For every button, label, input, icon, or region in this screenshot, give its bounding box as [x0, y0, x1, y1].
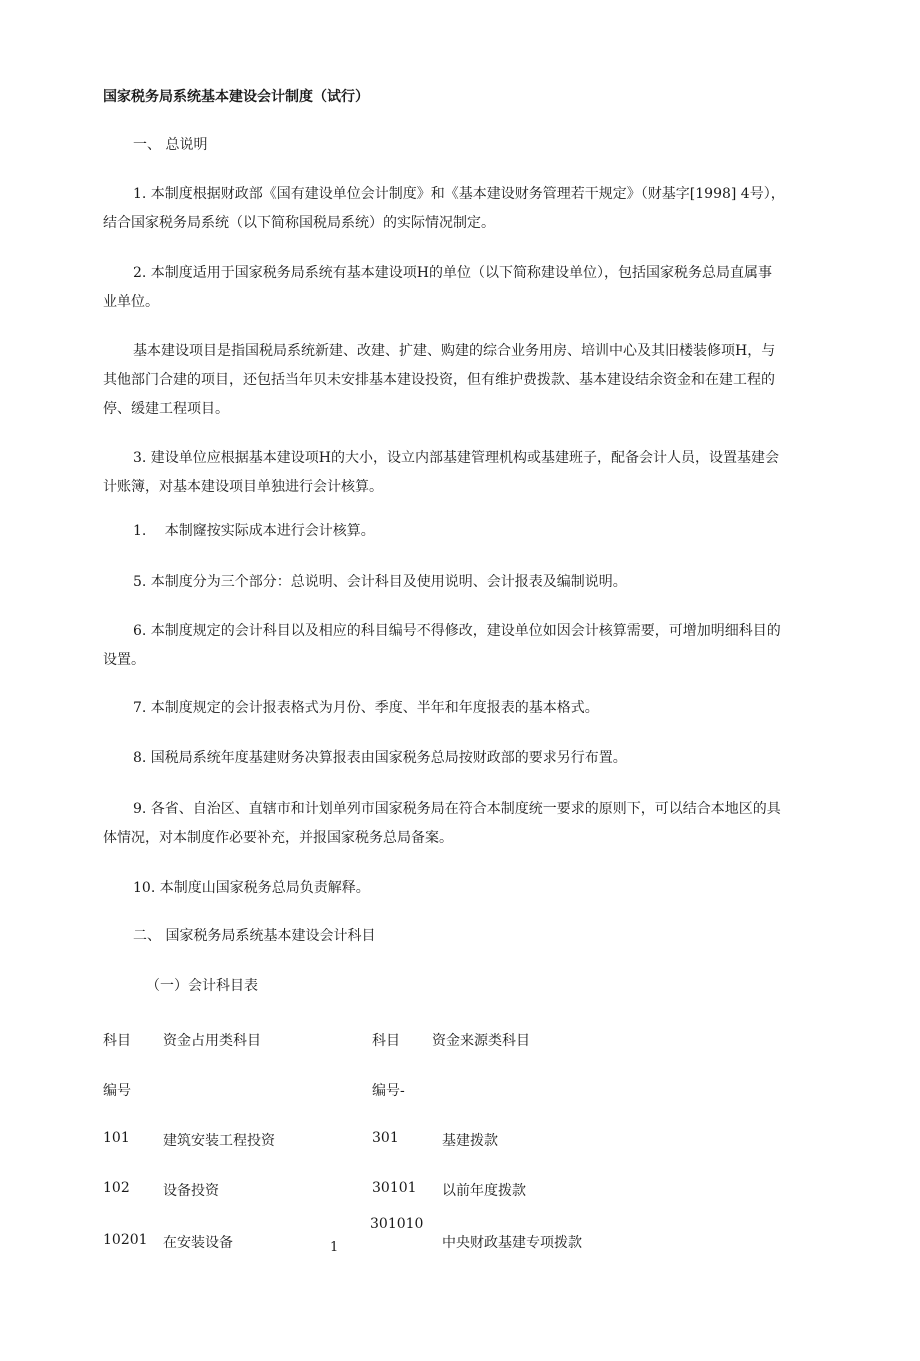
page-number: 1: [330, 1240, 339, 1255]
table-cell-left-code: 102: [103, 1180, 130, 1196]
table-cell-left-name: 在安装设备: [163, 1235, 233, 1251]
paragraph-4: 1. 本制窿按实际成本进行会计核算。: [133, 523, 375, 539]
table-cell-left-name: 建筑安装工程投资: [163, 1133, 275, 1149]
section-heading-accounts: 二、 国家税务局系统基本建设会计科目: [133, 928, 376, 944]
paragraph-8: 8. 国税局系统年度基建财务决算报表由国家税务总局按财政部的要求另行布置。: [133, 750, 627, 766]
paragraph-10: 10. 本制度山国家税务总局负责解释。: [133, 880, 370, 896]
paragraph-3: 3. 建设单位应根据基本建设项H的大小，设立内部基建管理机构或基建班子，配备会计人员，设置基建会计账簿，对基本建设项目单独进行会计核算。: [103, 450, 780, 495]
table-header-code-top-right: 科目: [372, 1033, 400, 1049]
table-header-code-bottom-left: 编号: [103, 1083, 131, 1099]
table-cell-right-name: 中央财政基建专项拨款: [442, 1235, 582, 1251]
paragraph-2: 2. 本制度适用于国家税务局系统有基本建设项H的单位（以下简称建设单位），包括国家税务总局直属事业单位。: [103, 265, 773, 310]
table-cell-right-code: 301010: [370, 1216, 424, 1232]
paragraph-6: 6. 本制度规定的会计科目以及相应的科目编号不得修改，建设单位如因会计核算需要，可增加明细科目的设置。: [103, 623, 781, 668]
section-heading-general: 一、 总说明: [133, 137, 208, 153]
table-header-code-top-left: 科目: [103, 1033, 131, 1049]
table-cell-left-code: 10201: [103, 1232, 148, 1248]
table-header-category-right: 资金来源类科目: [432, 1033, 530, 1049]
paragraph-construction-project: 基本建设项目是指国税局系统新建、改建、扩建、购建的综合业务用房、培训中心及其旧楼装修项H，与其他部门合建的项目，还包括当年贝未安排基本建设投资，但有维护费拨款、基本建设结余资金和在建工程的停、缓建工程项目。: [103, 343, 776, 417]
table-header-category-left: 资金占用类科目: [163, 1033, 261, 1049]
table-cell-right-code: 30101: [372, 1180, 417, 1196]
table-cell-right-name: 以前年度拨款: [442, 1183, 526, 1199]
table-cell-right-name: 基建拨款: [442, 1133, 498, 1149]
document-title: 国家税务局系统基本建设会计制度（试行）: [103, 89, 369, 105]
table-cell-left-name: 设备投资: [163, 1183, 219, 1199]
table-cell-left-code: 101: [103, 1130, 130, 1146]
paragraph-5: 5. 本制度分为三个部分：总说明、会计科目及使用说明、会计报表及编制说明。: [133, 574, 627, 590]
table-cell-right-code: 301: [372, 1130, 399, 1146]
paragraph-1: 1. 本制度根据财政部《国有建设单位会计制度》和《基本建设财务管理若干规定》（财基字[1998] 4号），结合国家税务局系统（以下简称国税局系统）的实际情况制定。: [103, 186, 785, 231]
table-header-code-bottom-right: 编号-: [372, 1083, 405, 1099]
paragraph-7: 7. 本制度规定的会计报表格式为月份、季度、半年和年度报表的基本格式。: [133, 700, 599, 716]
subsection-heading-account-table: （一）会计科目表: [146, 978, 258, 994]
paragraph-9: 9. 各省、自治区、直辖市和计划单列市国家税务局在符合本制度统一要求的原则下，可以结合本地区的具体情况，对本制度作必要补充，并报国家税务总局备案。: [103, 801, 781, 846]
